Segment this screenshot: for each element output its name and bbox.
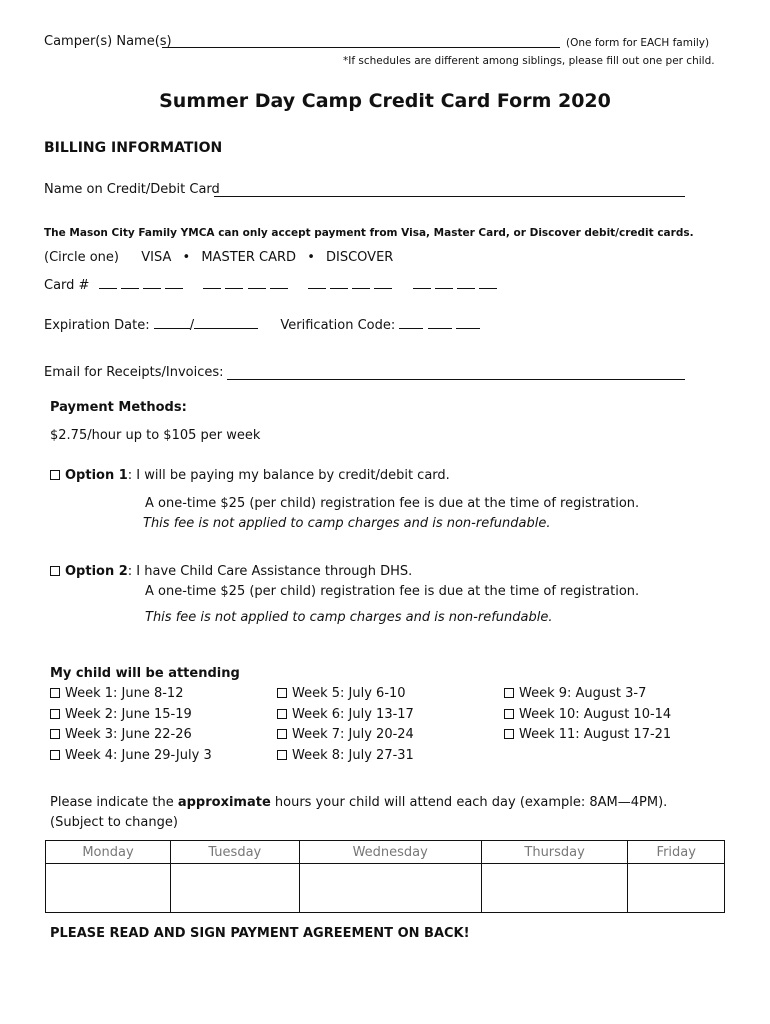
option1-text: : I will be paying my balance by credit/debit card. bbox=[127, 468, 450, 483]
option1-fee: A one-time $25 (per child) registration fee is due at the time of registration. bbox=[145, 496, 640, 511]
week-label: Week 3: June 22-26 bbox=[65, 727, 192, 742]
week-checkbox[interactable] bbox=[277, 729, 287, 739]
week-item[interactable] bbox=[504, 686, 646, 701]
verification-label: Verification Code: bbox=[280, 318, 396, 333]
week-checkbox[interactable] bbox=[504, 688, 514, 698]
week-label: Week 5: July 6-10 bbox=[292, 686, 406, 701]
option2-label: Option 2 bbox=[65, 564, 128, 579]
accept-note: The Mason City Family YMCA can only accept payment from Visa, Master Card, or Discover debit/credit cards. bbox=[44, 227, 694, 239]
option1-row bbox=[50, 468, 450, 483]
exp-month-field[interactable] bbox=[154, 318, 190, 329]
hours-input-row bbox=[46, 864, 725, 913]
option2-note: This fee is not applied to camp charges and is non-refundable. bbox=[145, 610, 553, 625]
option2-fee: A one-time $25 (per child) registration fee is due at the time of registration. bbox=[145, 584, 640, 599]
payment-rate: $2.75/hour up to $105 per week bbox=[50, 428, 261, 443]
card-number-group-4[interactable] bbox=[413, 278, 497, 293]
week-label: Week 4: June 29-July 3 bbox=[65, 748, 212, 763]
one-form-note: (One form for EACH family) bbox=[566, 37, 710, 49]
circle-one-label: (Circle one) bbox=[44, 250, 119, 265]
hours-cell-thursday[interactable] bbox=[481, 864, 628, 913]
option1-label: Option 1 bbox=[65, 468, 128, 483]
week-item[interactable] bbox=[504, 707, 671, 722]
week-label: Week 6: July 13-17 bbox=[292, 707, 414, 722]
card-number-group-3[interactable] bbox=[308, 278, 392, 293]
bullet: • bbox=[307, 250, 315, 265]
card-name-label: Name on Credit/Debit Card bbox=[44, 182, 220, 197]
week-label: Week 1: June 8-12 bbox=[65, 686, 184, 701]
exp-separator: / bbox=[189, 318, 195, 333]
weeks-heading: My child will be attending bbox=[50, 666, 240, 681]
week-checkbox[interactable] bbox=[50, 709, 60, 719]
card-number-group-1[interactable] bbox=[94, 278, 183, 293]
subject-to-change: (Subject to change) bbox=[50, 815, 178, 830]
card-type-visa[interactable]: VISA bbox=[141, 250, 172, 265]
email-field[interactable] bbox=[227, 379, 685, 380]
day-header-wednesday: Wednesday bbox=[299, 841, 481, 864]
day-header-thursday: Thursday bbox=[481, 841, 628, 864]
card-type-discover[interactable]: DISCOVER bbox=[326, 250, 394, 265]
option1-checkbox[interactable] bbox=[50, 470, 60, 480]
hours-cell-friday[interactable] bbox=[628, 864, 725, 913]
card-number-row bbox=[44, 278, 497, 293]
week-checkbox[interactable] bbox=[277, 750, 287, 760]
verification-field[interactable] bbox=[399, 318, 479, 333]
option2-row bbox=[50, 564, 412, 579]
day-header-friday: Friday bbox=[628, 841, 725, 864]
hours-intro-emphasis: approximate bbox=[177, 795, 271, 810]
week-item[interactable] bbox=[50, 707, 192, 722]
week-item[interactable] bbox=[277, 686, 406, 701]
hours-intro-text: Please indicate the bbox=[50, 795, 178, 810]
week-checkbox[interactable] bbox=[277, 709, 287, 719]
card-type-mastercard[interactable]: MASTER CARD bbox=[201, 250, 297, 265]
camper-name-label: Camper(s) Name(s) bbox=[44, 34, 172, 49]
week-checkbox[interactable] bbox=[50, 750, 60, 760]
exp-year-field[interactable] bbox=[194, 318, 258, 329]
week-label: Week 11: August 17-21 bbox=[519, 727, 672, 742]
payment-heading: Payment Methods: bbox=[50, 400, 187, 415]
page-title: Summer Day Camp Credit Card Form 2020 bbox=[159, 90, 611, 112]
hours-cell-tuesday[interactable] bbox=[170, 864, 299, 913]
week-label: Week 8: July 27-31 bbox=[292, 748, 414, 763]
billing-heading: BILLING INFORMATION bbox=[44, 140, 223, 156]
week-item[interactable] bbox=[50, 748, 212, 763]
hours-cell-wednesday[interactable] bbox=[299, 864, 481, 913]
week-item[interactable] bbox=[277, 748, 414, 763]
expiration-label: Expiration Date: bbox=[44, 318, 150, 333]
week-label: Week 7: July 20-24 bbox=[292, 727, 414, 742]
week-label: Week 9: August 3-7 bbox=[519, 686, 647, 701]
expiration-row bbox=[44, 318, 480, 333]
hours-intro-text: hours your child will attend each day (example: 8AM—4PM). bbox=[270, 795, 668, 810]
card-type-row bbox=[44, 250, 393, 265]
week-item[interactable] bbox=[277, 707, 414, 722]
hours-cell-monday[interactable] bbox=[46, 864, 171, 913]
hours-intro bbox=[50, 795, 667, 810]
footer-note: PLEASE READ AND SIGN PAYMENT AGREEMENT ON BACK! bbox=[50, 926, 470, 941]
card-name-field[interactable] bbox=[214, 196, 685, 197]
week-label: Week 10: August 10-14 bbox=[519, 707, 672, 722]
siblings-note: *If schedules are different among siblings, please fill out one per child. bbox=[343, 55, 715, 67]
week-item[interactable] bbox=[50, 686, 183, 701]
camper-name-field[interactable] bbox=[162, 47, 560, 48]
week-item[interactable] bbox=[277, 727, 414, 742]
card-number-group-2[interactable] bbox=[203, 278, 287, 293]
week-checkbox[interactable] bbox=[50, 729, 60, 739]
week-item[interactable] bbox=[50, 727, 192, 742]
hours-header-row bbox=[46, 841, 725, 864]
card-number-label: Card # bbox=[44, 278, 90, 293]
day-header-tuesday: Tuesday bbox=[170, 841, 299, 864]
bullet: • bbox=[182, 250, 191, 265]
email-label: Email for Receipts/Invoices: bbox=[44, 365, 224, 380]
day-header-monday: Monday bbox=[46, 841, 171, 864]
week-checkbox[interactable] bbox=[50, 688, 60, 698]
option2-text: : I have Child Care Assistance through DHS. bbox=[127, 564, 413, 579]
option1-note: This fee is not applied to camp charges and is non-refundable. bbox=[143, 516, 551, 531]
hours-table bbox=[45, 840, 725, 913]
week-checkbox[interactable] bbox=[504, 729, 514, 739]
option2-checkbox[interactable] bbox=[50, 566, 60, 576]
week-checkbox[interactable] bbox=[277, 688, 287, 698]
week-checkbox[interactable] bbox=[504, 709, 514, 719]
week-label: Week 2: June 15-19 bbox=[65, 707, 192, 722]
week-item[interactable] bbox=[504, 727, 671, 742]
